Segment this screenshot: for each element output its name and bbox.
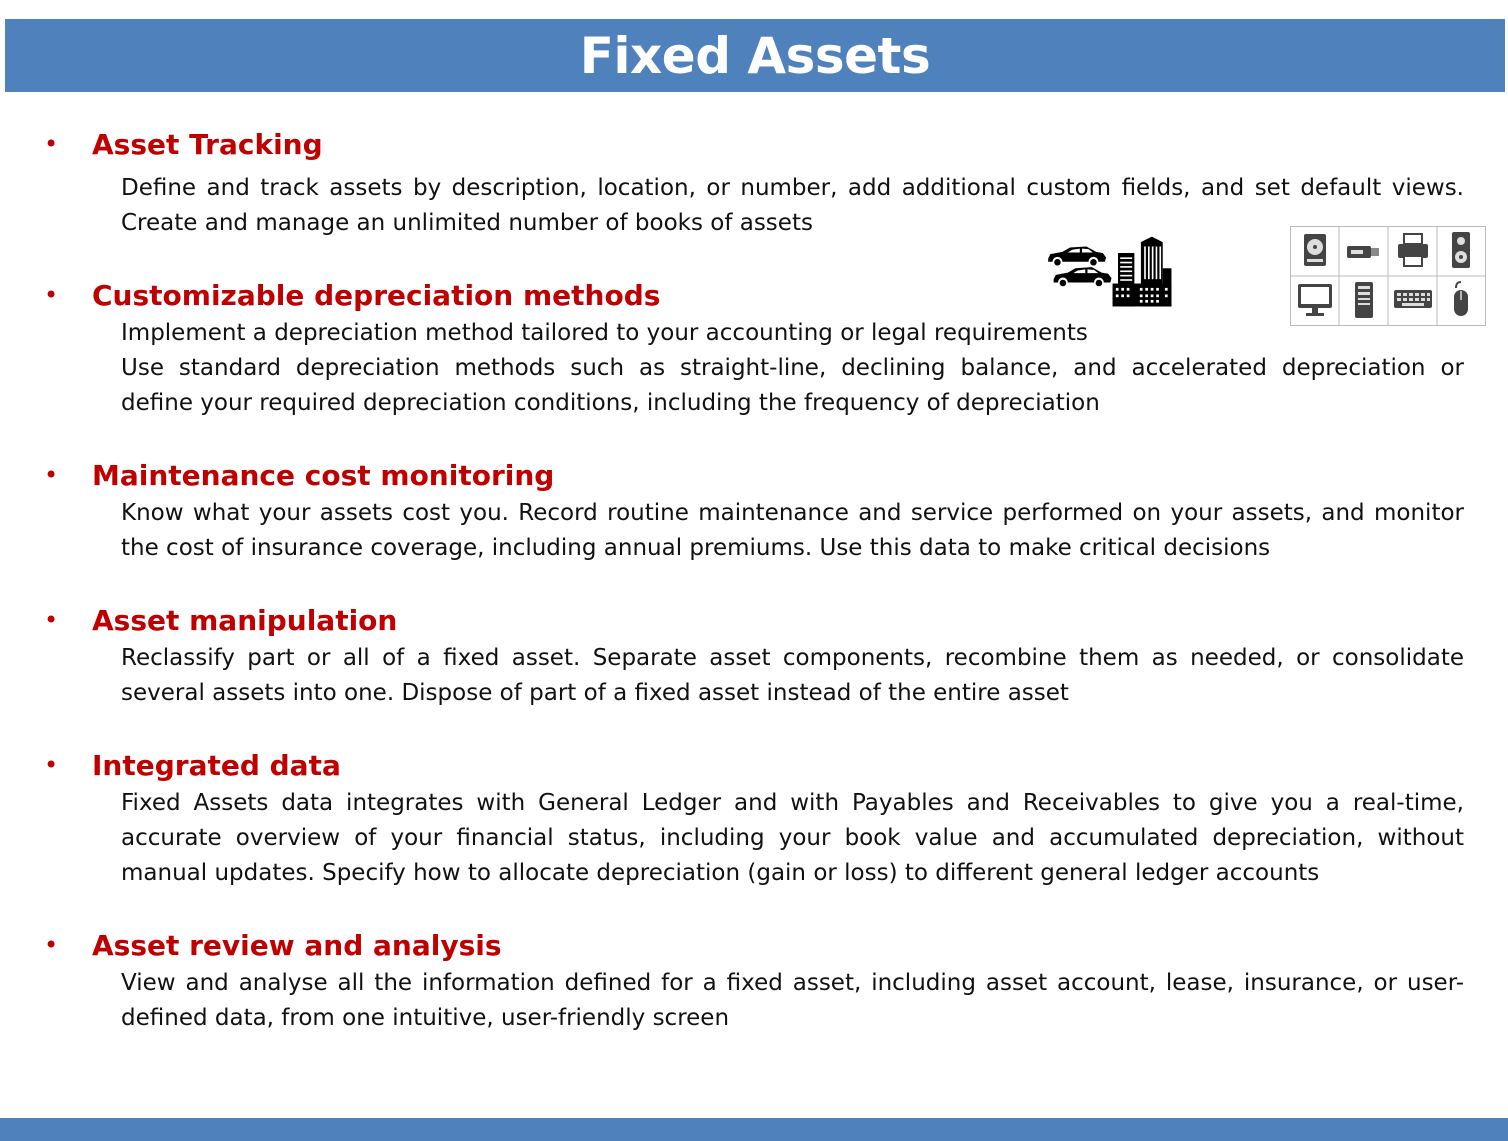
section-text-line: the cost of insurance coverage, including annual premiums. Use this data to make critical decisions	[121, 535, 1271, 561]
usb-drive-icon	[1347, 246, 1379, 258]
asset-illustration	[1046, 206, 1286, 336]
section-heading: Asset manipulation	[92, 604, 398, 637]
building-icon	[1113, 237, 1172, 307]
car-icon	[1054, 267, 1112, 287]
title-banner	[5, 19, 1505, 92]
section-heading: Asset review and analysis	[92, 929, 502, 962]
footer-banner	[0, 1118, 1508, 1141]
section-text-line: Implement a depreciation method tailored to your accounting or legal requirements	[121, 320, 1088, 346]
tower-pc-icon	[1355, 282, 1373, 318]
bullet-icon: •	[44, 281, 59, 309]
section-text-line: Use standard depreciation methods such as straight-line, declining balance, and accelerated depreciation or	[121, 355, 1464, 381]
section-text-line: defined data, from one intuitive, user-friendly screen	[121, 1005, 730, 1031]
section-text-line: define your required depreciation conditions, including the frequency of depreciation	[121, 390, 1100, 416]
section-heading: Asset Tracking	[92, 128, 323, 161]
section-heading: Maintenance cost monitoring	[92, 459, 555, 492]
bullet-icon: •	[44, 606, 59, 634]
bullet-icon: •	[44, 130, 59, 158]
section-text-line: several assets into one. Dispose of part of a fixed asset instead of the entire asset	[121, 680, 1069, 706]
bullet-icon: •	[44, 931, 59, 959]
speaker-icon	[1452, 232, 1470, 268]
section-text-line: View and analyse all the information defined for a fixed asset, including asset account, lease, insurance, or user-	[121, 970, 1464, 996]
section-text-line: accurate overview of your financial status, including your book value and accumulated depreciation, without	[121, 825, 1464, 851]
section-text-line: Fixed Assets data integrates with General Ledger and with Payables and Receivables to give you a real-time,	[121, 790, 1464, 816]
device-icon-grid	[1290, 226, 1486, 326]
page-title: Fixed Assets	[579, 26, 931, 85]
hard-drive-icon	[1304, 234, 1326, 266]
section-heading: Customizable depreciation methods	[92, 279, 661, 312]
monitor-icon	[1298, 284, 1332, 316]
keyboard-icon	[1394, 290, 1432, 308]
section-heading: Integrated data	[92, 749, 341, 782]
section-text-line: Reclassify part or all of a fixed asset. Separate asset components, recombine them as needed, or consolidate	[121, 645, 1464, 671]
car-icon	[1048, 246, 1106, 266]
printer-icon	[1398, 234, 1428, 266]
section-text-line: Create and manage an unlimited number of books of assets	[121, 210, 813, 236]
section-text-line: manual updates. Specify how to allocate depreciation (gain or loss) to different general ledger accounts	[121, 860, 1320, 886]
bullet-icon: •	[44, 461, 59, 489]
bullet-icon: •	[44, 751, 59, 779]
section-text-line: Know what your assets cost you. Record routine maintenance and service performed on your assets, and monitor	[121, 500, 1464, 526]
section-text-line: Define and track assets by description, location, or number, add additional custom fields, and set default views.	[121, 175, 1464, 201]
mouse-icon	[1454, 282, 1468, 316]
